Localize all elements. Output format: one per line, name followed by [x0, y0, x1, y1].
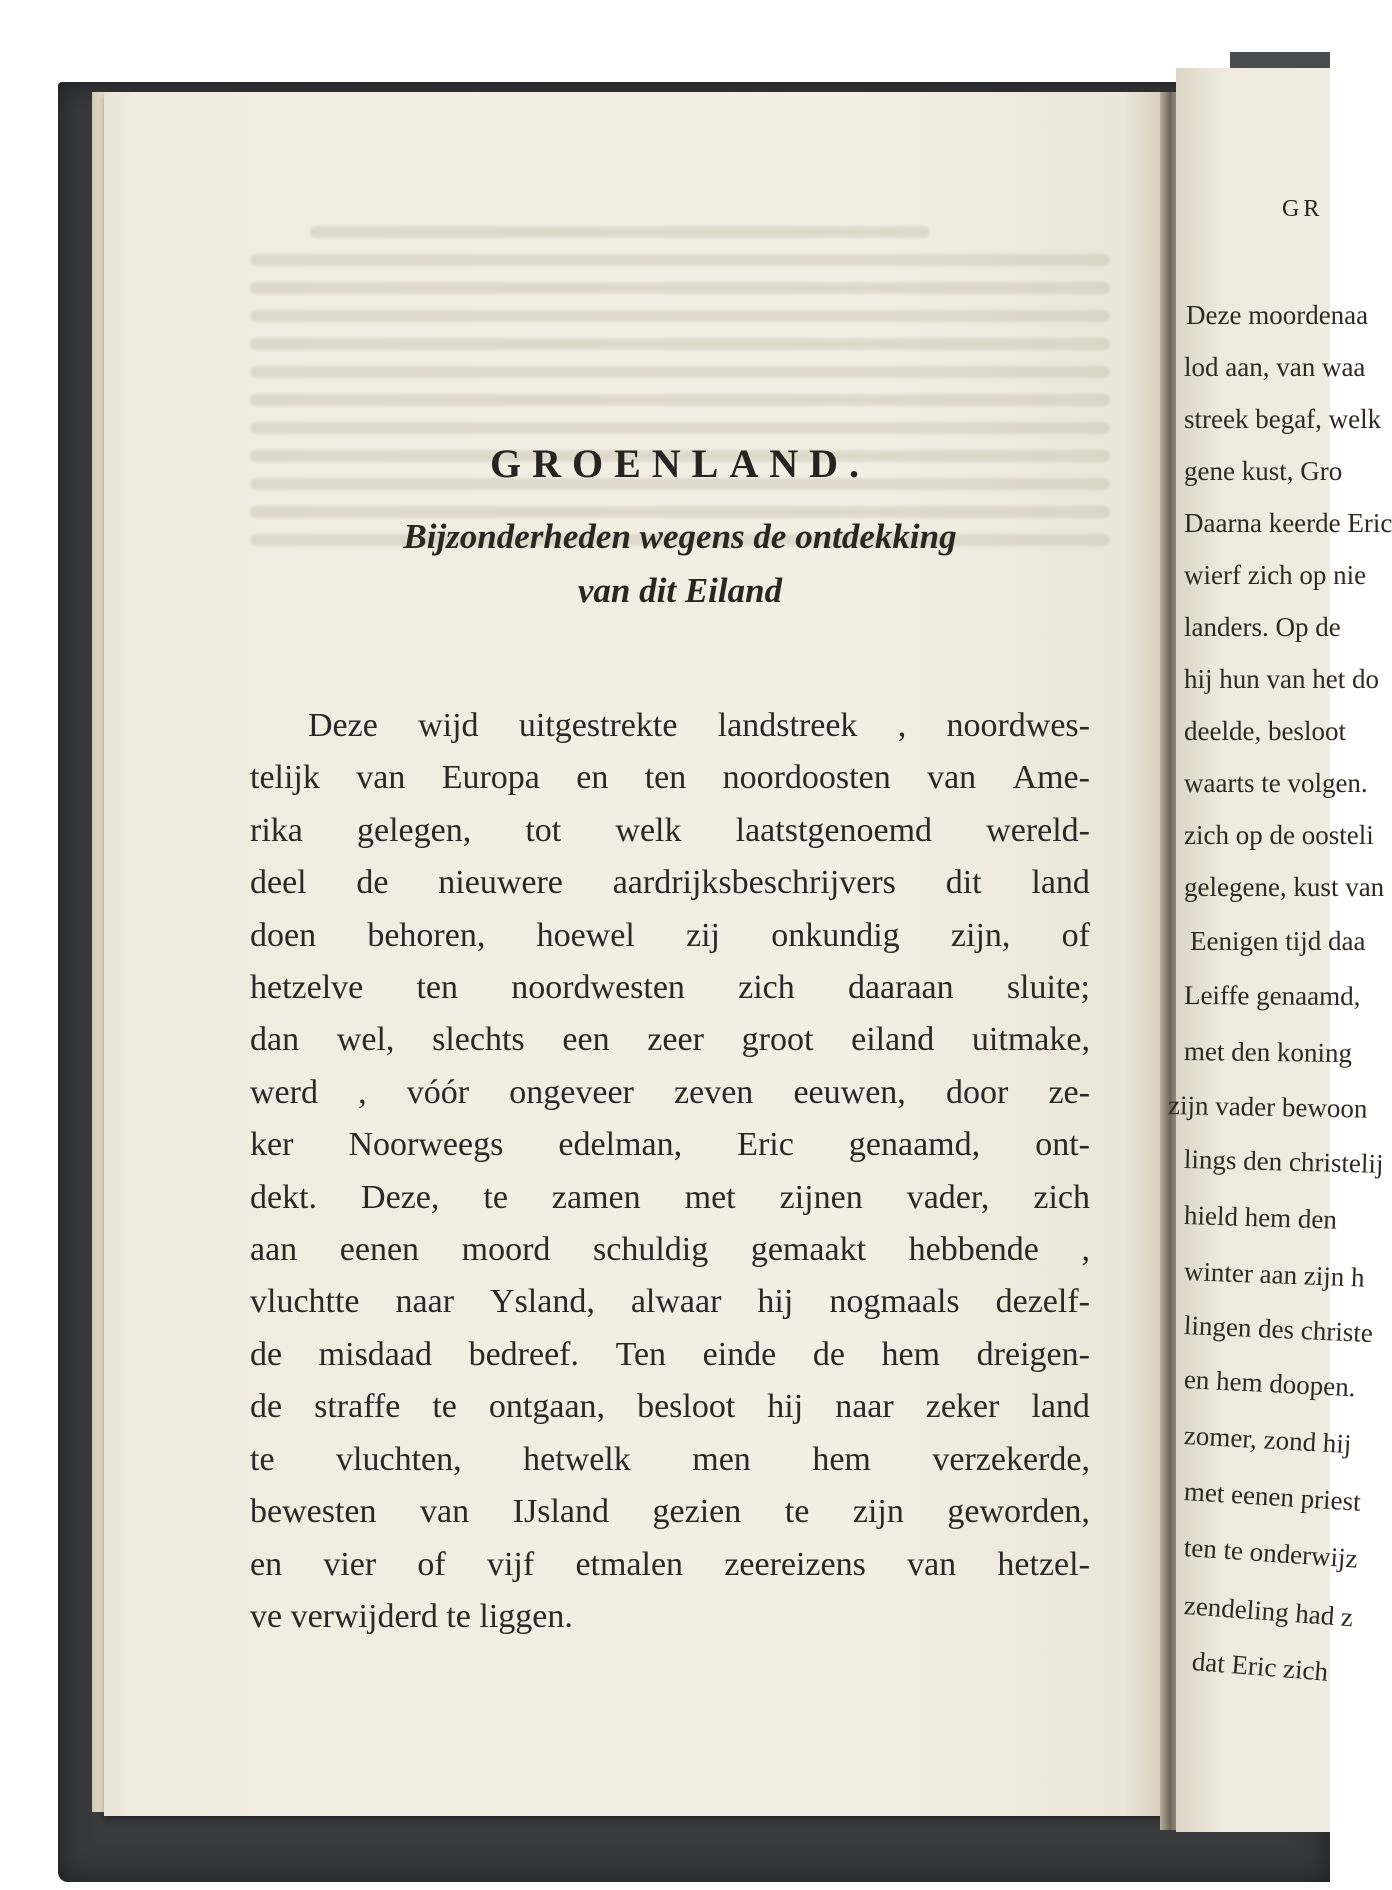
word: met — [684, 1178, 736, 1216]
word: zich — [1033, 1178, 1090, 1216]
word: van — [907, 1545, 957, 1583]
right-page-line: lod aan, van waa — [1184, 352, 1366, 382]
word: Deze — [308, 707, 378, 744]
right-page-line: winter aan zijn h — [1183, 1256, 1366, 1293]
word: zeer — [647, 1021, 704, 1059]
body-line — [250, 1486, 1090, 1538]
word: te — [432, 1388, 457, 1426]
word: , — [358, 1073, 367, 1111]
word: onkundig — [771, 916, 900, 954]
word: dekt. — [250, 1178, 318, 1216]
word: gemaakt — [750, 1231, 867, 1269]
body-line — [250, 1329, 1090, 1381]
word: eenen — [339, 1231, 420, 1269]
right-page-line: gelegene, kust van — [1184, 872, 1385, 902]
page-title: GROENLAND. — [489, 441, 871, 486]
word: zich — [738, 969, 795, 1007]
word: edelman, — [558, 1126, 683, 1164]
word: vóór — [406, 1073, 470, 1111]
word: telijk — [250, 759, 320, 797]
word: vijf — [486, 1545, 535, 1583]
body-line — [250, 700, 1090, 752]
right-page-line: met den koning — [1183, 1036, 1353, 1069]
body-line — [250, 962, 1090, 1014]
word: van — [927, 759, 977, 797]
word: etmalen — [575, 1545, 684, 1583]
word: land — [1031, 1388, 1090, 1426]
word: eiland — [851, 1021, 935, 1059]
word: slechts — [432, 1021, 525, 1059]
page-subtitle — [250, 510, 1110, 618]
word: hij — [767, 1388, 804, 1426]
right-page-line: zijn vader bewoon — [1167, 1090, 1368, 1124]
word: Ame- — [1012, 759, 1090, 797]
word: misdaad — [318, 1335, 432, 1373]
body-line — [250, 1172, 1090, 1224]
word: naar — [395, 1283, 455, 1321]
word: doen — [250, 916, 317, 954]
right-page-line: met eenen priest — [1183, 1476, 1362, 1517]
right-page-line: zich op de oosteli — [1184, 820, 1374, 850]
right-page-line: hield hem den — [1183, 1200, 1338, 1235]
body-line — [250, 1539, 1090, 1591]
word: besloot — [637, 1388, 736, 1426]
word: , — [897, 707, 907, 744]
right-page-line: Deze moordenaa — [1186, 300, 1369, 330]
word: te — [250, 1440, 275, 1478]
right-page-line: Eenigen tijd daa — [1190, 926, 1366, 956]
right-page-line: zendeling had z — [1182, 1590, 1355, 1633]
word: noordoosten — [722, 759, 891, 797]
word: gezien — [652, 1493, 742, 1531]
body-text — [250, 700, 1090, 1643]
word: geworden, — [947, 1493, 1090, 1531]
right-page-line: lingen des christe — [1183, 1310, 1374, 1349]
word: noordwesten — [511, 969, 685, 1007]
word: tot — [525, 811, 562, 849]
body-line: ve verwijderd te liggen. — [250, 1597, 573, 1635]
word: bewesten — [250, 1493, 377, 1531]
word: behoren, — [367, 916, 486, 954]
right-page-line: dat Eric zich — [1190, 1646, 1330, 1687]
body-line — [250, 1224, 1090, 1276]
body-line — [250, 1014, 1090, 1066]
word: Europa — [441, 759, 540, 797]
word: moord — [461, 1231, 551, 1269]
word: welk — [615, 811, 682, 849]
word: de — [250, 1388, 283, 1426]
word: naar — [835, 1388, 894, 1426]
body-line — [250, 1434, 1090, 1486]
word: wereld- — [986, 811, 1090, 849]
right-page-line: waarts te volgen. — [1184, 768, 1368, 798]
word: zijnen — [779, 1178, 863, 1216]
word: vader, — [906, 1178, 990, 1216]
body-line — [250, 752, 1090, 804]
word: of — [1061, 916, 1090, 954]
word: zeker — [925, 1388, 1000, 1426]
body-line — [250, 910, 1090, 962]
right-page-line: Daarna keerde Eric — [1184, 508, 1392, 538]
word: en — [250, 1545, 283, 1583]
word: Noorweegs — [348, 1126, 504, 1164]
right-page-line: ten te onderwijz — [1183, 1532, 1359, 1574]
word: men — [692, 1440, 751, 1478]
word: ten — [644, 759, 687, 797]
word: zeven — [674, 1073, 754, 1111]
word: Deze, — [361, 1178, 440, 1216]
right-page-line: deelde, besloot — [1184, 716, 1346, 746]
right-page-line: en hem doopen. — [1183, 1364, 1357, 1403]
right-page-line: streek begaf, welk — [1184, 404, 1382, 434]
subtitle-line: Bijzonderheden wegens de ontdekking — [403, 517, 957, 556]
right-page-line: gene kust, Gro — [1184, 456, 1343, 486]
word: uitmake, — [971, 1021, 1090, 1059]
word: ongeveer — [509, 1073, 634, 1111]
word: genaamd, — [848, 1126, 981, 1164]
right-page-line: landers. Op de — [1184, 612, 1341, 642]
word: zijn — [852, 1493, 904, 1531]
word: hetzelve — [250, 969, 364, 1007]
word: daaraan — [847, 969, 954, 1007]
right-page-line: hij hun van het do — [1184, 664, 1379, 694]
word: de — [812, 1335, 845, 1373]
word: ont- — [1035, 1126, 1090, 1164]
right-page-header: GR — [1282, 196, 1324, 222]
word: hem — [881, 1335, 941, 1373]
word: , — [1081, 1231, 1090, 1269]
word: wel, — [336, 1021, 395, 1059]
word: werd — [250, 1073, 318, 1111]
word: ontgaan, — [488, 1388, 606, 1426]
word: land — [1031, 864, 1090, 902]
right-page-line: lings den christelij — [1183, 1144, 1384, 1179]
right-page-line: wierf zich op nie — [1184, 560, 1367, 590]
word: rika — [250, 811, 303, 849]
word: en — [576, 759, 609, 797]
word: deel — [250, 864, 307, 902]
word: van — [356, 759, 406, 797]
word: eeuwen, — [793, 1073, 906, 1111]
word: sluite; — [1006, 969, 1090, 1007]
body-line — [250, 1276, 1090, 1328]
word: dit — [945, 864, 982, 902]
word: alwaar — [630, 1283, 722, 1321]
word: de — [250, 1335, 283, 1373]
word: groot — [741, 1021, 814, 1059]
word: te — [483, 1178, 508, 1216]
word: noordwes- — [946, 707, 1090, 744]
subtitle-line: van dit Eiland — [577, 571, 783, 610]
word: ker — [250, 1126, 294, 1164]
word: aan — [250, 1231, 298, 1269]
word: vluchten, — [336, 1440, 462, 1478]
word: einde — [702, 1335, 777, 1373]
word: landstreek — [717, 707, 858, 744]
word: zijn, — [950, 916, 1011, 954]
word: door — [945, 1073, 1009, 1111]
word: bedreef. — [468, 1335, 579, 1373]
body-line — [250, 1119, 1090, 1171]
body-line — [250, 1381, 1090, 1433]
word: laatstgenoemd — [735, 811, 933, 849]
word: nieuwere — [438, 864, 563, 902]
word: te — [784, 1493, 810, 1531]
word: vier — [323, 1545, 377, 1583]
word: hetzel- — [997, 1545, 1090, 1583]
body-line — [250, 805, 1090, 857]
word: straffe — [314, 1388, 401, 1426]
word: ze- — [1048, 1073, 1090, 1111]
word: een — [562, 1021, 610, 1059]
word: van — [420, 1493, 470, 1531]
word: hebbende — [908, 1231, 1039, 1269]
word: dan — [250, 1021, 300, 1059]
word: nogmaals — [829, 1283, 960, 1321]
word: hij — [757, 1283, 794, 1321]
word: hetwelk — [523, 1440, 631, 1478]
word: IJsland — [512, 1493, 609, 1531]
right-page-line: Leiffe genaamd, — [1183, 980, 1361, 1012]
word: hem — [812, 1440, 871, 1478]
body-line — [250, 857, 1090, 909]
word: aardrijksbeschrijvers — [612, 864, 896, 902]
word: uitgestrekte — [518, 707, 678, 744]
word: Ten — [615, 1335, 667, 1373]
word: verzekerde, — [932, 1440, 1090, 1478]
word: of — [417, 1545, 446, 1583]
word: Ysland, — [490, 1283, 595, 1321]
word: dreigen- — [976, 1335, 1090, 1373]
word: zamen — [551, 1178, 641, 1216]
right-page-line: zomer, zond hij — [1183, 1420, 1353, 1460]
word: dezelf- — [995, 1283, 1090, 1321]
word: hoewel — [536, 916, 635, 954]
word: de — [356, 864, 389, 902]
word: wijd — [418, 707, 479, 744]
word: zeereizens — [724, 1545, 866, 1583]
word: schuldig — [593, 1231, 709, 1269]
word: zij — [686, 916, 720, 954]
word: Eric — [737, 1126, 794, 1164]
word: ten — [416, 969, 458, 1007]
word: gelegen, — [357, 811, 472, 849]
body-line — [250, 1067, 1090, 1119]
word: vluchtte — [250, 1283, 360, 1321]
